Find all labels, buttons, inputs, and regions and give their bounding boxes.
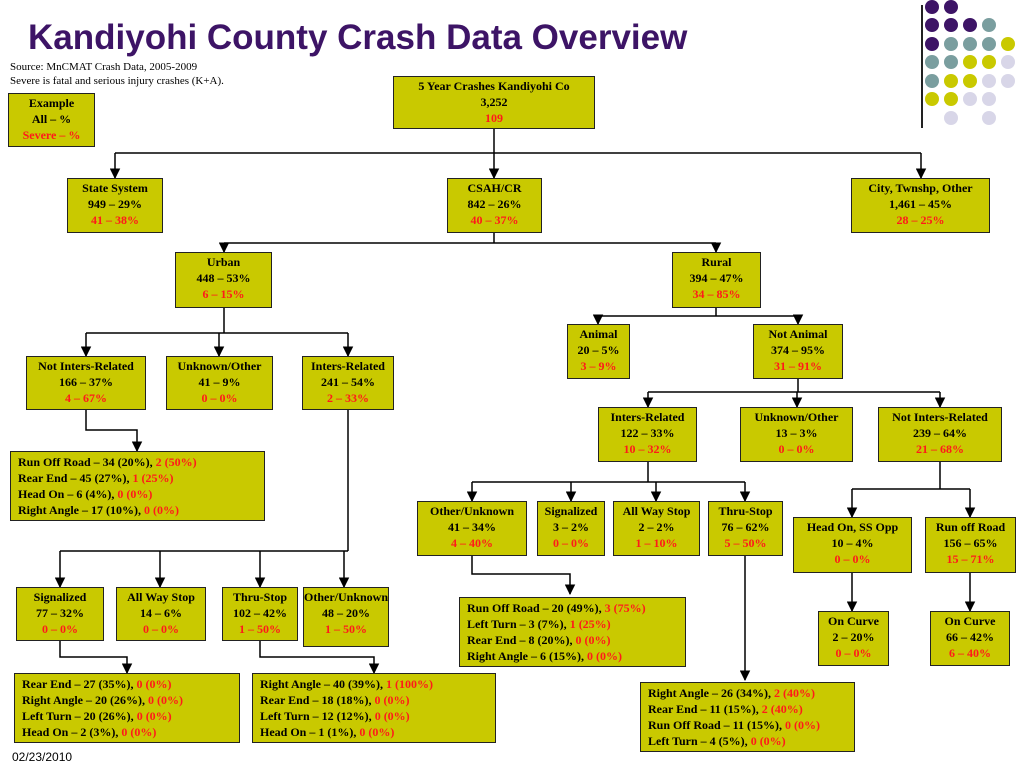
detail-row: Run Off Road – 34 (20%), 2 (50%) xyxy=(18,455,197,469)
node-severe: 0 – 0% xyxy=(201,391,238,405)
node-title: Rural xyxy=(701,255,732,269)
detail-urban-signalized xyxy=(14,673,240,743)
node-severe: 34 – 85% xyxy=(692,287,741,301)
severity-definition-note: Severe is fatal and serious injury crashes (K+A). xyxy=(10,75,224,87)
node-urban-signalized xyxy=(16,587,104,641)
detail-rural-thru-stop xyxy=(640,682,855,752)
node-all: 1,461 – 45% xyxy=(889,197,952,211)
detail-row: Run Off Road – 11 (15%), 0 (0%) xyxy=(648,718,821,732)
node-all: 239 – 64% xyxy=(913,426,967,440)
node-title: Not Inters-Related xyxy=(38,359,134,373)
node-title: On Curve xyxy=(828,614,879,628)
detail-row: Left Turn – 4 (5%), 0 (0%) xyxy=(648,734,786,748)
detail-row: Rear End – 45 (27%), 1 (25%) xyxy=(18,471,174,485)
node-severe: 0 – 0% xyxy=(42,622,78,636)
node-run-off-on-curve xyxy=(930,611,1010,666)
node-title: Inters-Related xyxy=(610,410,685,424)
node-all: 10 – 4% xyxy=(831,536,874,550)
node-severe: 21 – 68% xyxy=(916,442,964,456)
node-urban-other-unknown xyxy=(303,587,389,647)
node-rural-other-unknown xyxy=(417,501,527,556)
node-all: 20 – 5% xyxy=(577,343,620,357)
node-severe: 1 – 10% xyxy=(635,536,678,550)
source-note: Source: MnCMAT Crash Data, 2005-2009 xyxy=(10,61,198,73)
detail-row: Rear End – 8 (20%), 0 (0%) xyxy=(467,633,611,647)
node-severe: 0 – 0% xyxy=(143,622,179,636)
node-title: Inters-Related xyxy=(311,359,385,373)
node-all: 166 – 37% xyxy=(59,375,113,389)
node-all: 14 – 6% xyxy=(140,606,182,620)
node-title: State System xyxy=(82,181,148,195)
node-title: Other/Unknown xyxy=(304,590,389,604)
detail-row: Left Turn – 20 (26%), 0 (0%) xyxy=(22,709,172,723)
node-severe: 1 – 50% xyxy=(239,622,281,636)
detail-row: Head On – 6 (4%), 0 (0%) xyxy=(18,487,153,501)
detail-row: Rear End – 27 (35%), 0 (0%) xyxy=(22,677,172,691)
node-title: Animal xyxy=(579,327,618,341)
detail-row: Rear End – 11 (15%), 2 (40%) xyxy=(648,702,803,716)
detail-row: Right Angle – 17 (10%), 0 (0%) xyxy=(18,503,179,517)
node-title: Other/Unknown xyxy=(429,504,515,518)
detail-row: Head On – 2 (3%), 0 (0%) xyxy=(22,725,157,739)
detail-row: Left Turn – 12 (12%), 0 (0%) xyxy=(260,709,410,723)
node-severe: 4 – 67% xyxy=(65,391,107,405)
node-title: 5 Year Crashes Kandiyohi Co xyxy=(418,79,570,93)
node-all: 76 – 62% xyxy=(721,520,770,534)
node-severe: 28 – 25% xyxy=(896,213,945,227)
node-urban-unknown-other xyxy=(166,356,273,410)
node-not-animal xyxy=(753,324,843,379)
node-state-system xyxy=(67,178,163,233)
detail-row: Right Angle – 20 (26%), 0 (0%) xyxy=(22,693,183,707)
node-rural xyxy=(672,252,761,308)
node-all: 122 – 33% xyxy=(620,426,675,440)
node-title: City, Twnshp, Other xyxy=(868,181,973,195)
node-severe: 0 – 0% xyxy=(834,552,871,566)
node-title: On Curve xyxy=(944,614,996,628)
detail-row: Right Angle – 40 (39%), 1 (100%) xyxy=(260,677,433,691)
node-all: 41 – 9% xyxy=(198,375,241,389)
node-severe: 0 – 0% xyxy=(778,442,815,456)
node-run-off-road xyxy=(925,517,1016,573)
node-title: All Way Stop xyxy=(622,504,691,518)
node-rural-thru-stop xyxy=(708,501,783,556)
node-title: Thru-Stop xyxy=(718,504,773,518)
node-severe: Severe – % xyxy=(22,128,81,142)
node-all: 448 – 53% xyxy=(196,271,251,285)
node-city-twnshp-other xyxy=(851,178,990,233)
node-severe: 4 – 40% xyxy=(451,536,493,550)
node-title: All Way Stop xyxy=(127,590,195,604)
node-urban-not-inters-related xyxy=(26,356,146,410)
node-rural-unknown-other xyxy=(740,407,853,462)
node-rural-inters-related xyxy=(598,407,697,462)
node-all: 77 – 32% xyxy=(36,606,84,620)
node-title: Not Animal xyxy=(768,327,828,341)
node-all: 2 – 2% xyxy=(638,520,675,534)
detail-row: Left Turn – 3 (7%), 1 (25%) xyxy=(467,617,611,631)
node-all: All – % xyxy=(31,112,72,126)
detail-row: Head On – 1 (1%), 0 (0%) xyxy=(260,725,395,739)
node-severe: 5 – 50% xyxy=(724,536,767,550)
detail-row: Right Angle – 26 (34%), 2 (40%) xyxy=(648,686,815,700)
node-rural-signalized xyxy=(537,501,605,556)
node-all: 3 – 2% xyxy=(553,520,589,534)
node-all: 102 – 42% xyxy=(233,606,287,620)
node-root-total xyxy=(393,76,595,129)
node-all: 156 – 65% xyxy=(943,536,998,550)
node-csah-cr xyxy=(447,178,542,233)
node-title: Not Inters-Related xyxy=(892,410,988,424)
node-all: 2 – 20% xyxy=(832,630,875,644)
node-severe: 15 – 71% xyxy=(946,552,995,566)
node-all: 3,252 xyxy=(480,95,508,109)
node-rural-not-inters-related xyxy=(878,407,1002,462)
footer-date: 02/23/2010 xyxy=(12,750,73,764)
node-title: Thru-Stop xyxy=(232,590,288,604)
node-severe: 2 – 33% xyxy=(327,391,369,405)
node-urban xyxy=(175,252,272,308)
node-severe: 109 xyxy=(485,111,503,125)
node-severe: 41 – 38% xyxy=(91,213,139,227)
node-severe: 31 – 91% xyxy=(774,359,822,373)
node-title: Example xyxy=(28,96,75,110)
node-all: 48 – 20% xyxy=(322,606,370,620)
node-severe: 1 – 50% xyxy=(325,622,367,636)
node-severe: 3 – 9% xyxy=(580,359,617,373)
node-severe: 6 – 15% xyxy=(202,287,245,301)
node-urban-inters-related xyxy=(302,356,394,410)
node-severe: 40 – 37% xyxy=(470,213,519,227)
node-rural-all-way-stop xyxy=(613,501,700,556)
node-urban-all-way-stop xyxy=(116,587,206,641)
detail-urban-thru-stop xyxy=(252,673,496,743)
node-all: 241 – 54% xyxy=(321,375,375,389)
node-title: Run off Road xyxy=(935,520,1006,534)
node-all: 41 – 34% xyxy=(448,520,496,534)
page-title: Kandiyohi County Crash Data Overview xyxy=(28,18,688,57)
node-title: Unknown/Other xyxy=(754,410,839,424)
node-title: Head On, SS Opp xyxy=(806,520,899,534)
node-animal xyxy=(567,324,630,379)
node-title: Signalized xyxy=(544,504,598,518)
node-head-on-on-curve xyxy=(818,611,889,666)
node-all: 842 – 26% xyxy=(467,197,522,211)
node-title: CSAH/CR xyxy=(467,181,522,195)
detail-urban-not-inters xyxy=(10,451,265,521)
detail-row: Rear End – 18 (18%), 0 (0%) xyxy=(260,693,410,707)
detail-row: Run Off Road – 20 (49%), 3 (75%) xyxy=(467,601,646,615)
node-head-on-ss-opp xyxy=(793,517,912,573)
node-severe: 10 – 32% xyxy=(623,442,672,456)
node-severe: 0 – 0% xyxy=(835,646,872,660)
node-title: Unknown/Other xyxy=(177,359,262,373)
node-severe: 6 – 40% xyxy=(949,646,991,660)
node-severe: 0 – 0% xyxy=(553,536,589,550)
node-title: Signalized xyxy=(33,590,87,604)
example-legend-box xyxy=(8,93,95,147)
node-all: 374 – 95% xyxy=(771,343,825,357)
detail-row: Right Angle – 6 (15%), 0 (0%) xyxy=(467,649,622,663)
detail-rural-other-unknown xyxy=(459,597,686,667)
node-all: 13 – 3% xyxy=(775,426,818,440)
node-all: 949 – 29% xyxy=(88,197,142,211)
node-all: 394 – 47% xyxy=(689,271,744,285)
node-all: 66 – 42% xyxy=(946,630,994,644)
node-urban-thru-stop xyxy=(222,587,298,641)
node-title: Urban xyxy=(206,255,241,269)
